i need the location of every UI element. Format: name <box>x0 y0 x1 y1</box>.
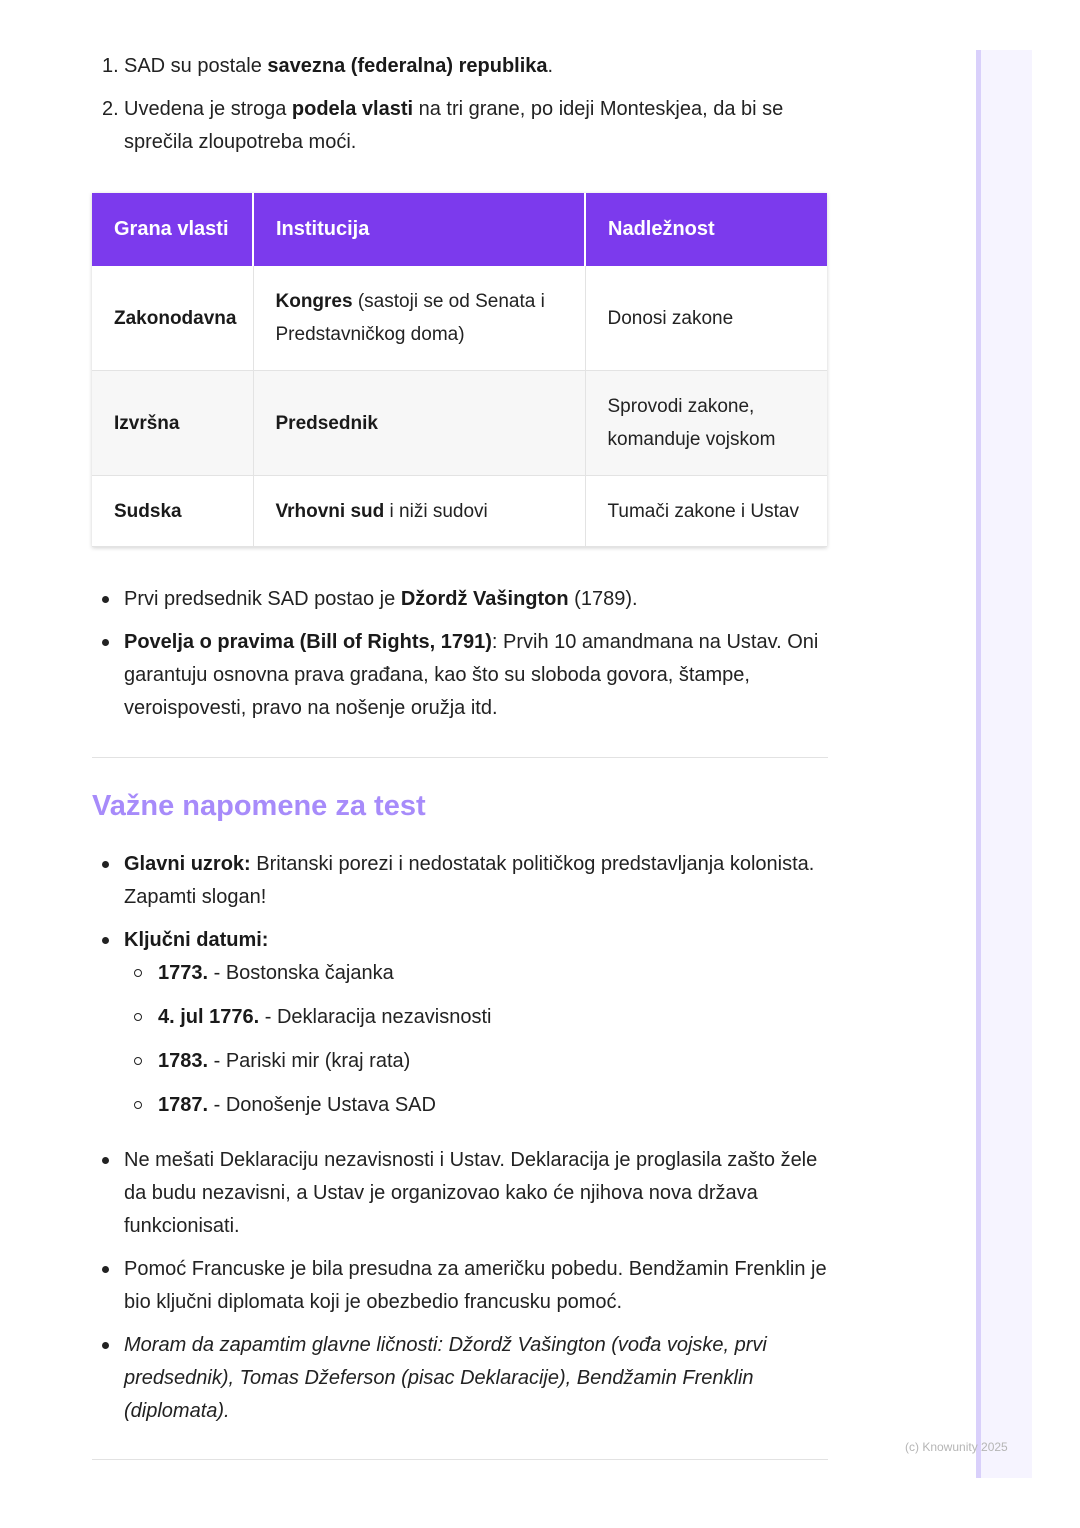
table-row <box>92 476 827 547</box>
circle-bullet-icon <box>134 1013 142 1021</box>
column-header: Nadležnost <box>585 193 827 266</box>
duty-cell: Donosi zakone <box>585 266 827 371</box>
list-number: 2. <box>102 98 119 120</box>
list-item: 1. SAD su postale savezna (federalna) republika. <box>92 50 828 83</box>
duty-cell: Tumači zakone i Ustav <box>585 476 827 547</box>
circle-bullet-icon <box>134 1057 142 1065</box>
branch-cell: Zakonodavna <box>92 266 253 371</box>
list-item: Prvi predsednik SAD postao je Džordž Vašington (1789). <box>92 583 832 616</box>
bold-term: savezna (federalna) republika <box>267 55 548 77</box>
bullet-icon <box>102 861 109 868</box>
date-item: 1787. - Donošenje Ustava SAD <box>92 1089 832 1122</box>
column-header: Institucija <box>253 193 585 266</box>
copyright-footer: (c) Knowunity 2025 <box>905 1440 1008 1454</box>
bold-term: podela vlasti <box>291 98 414 120</box>
bullet-icon <box>102 1157 109 1164</box>
date-item: 4. jul 1776. - Deklaracija nezavisnosti <box>92 1001 832 1034</box>
government-branches-table <box>92 193 827 547</box>
institution-cell: Predsednik <box>253 371 585 476</box>
numbered-list <box>92 50 828 169</box>
list-item: Glavni uzrok: Britanski porezi i nedostatak političkog predstavljanja kolonista. Zapamti slogan! <box>92 848 832 914</box>
branch-cell: Izvršna <box>92 371 253 476</box>
institution-cell: Vrhovni sud i niži sudovi <box>253 476 585 547</box>
column-header: Grana vlasti <box>92 193 253 266</box>
facts-list <box>92 583 832 735</box>
side-accent-bar <box>976 50 981 1478</box>
table-header-row <box>92 193 827 266</box>
date-item: 1783. - Pariski mir (kraj rata) <box>92 1045 832 1078</box>
institution-cell: Kongres (sastoji se od Senata i Predstavničkog doma) <box>253 266 585 371</box>
list-number: 1. <box>102 55 119 77</box>
list-item: Ne mešati Deklaraciju nezavisnosti i Ustav. Deklaracija je proglasila zašto žele da budu nezavisni, a Ustav je organizovao kako će njihova nova država funkcionisati. <box>92 1144 832 1243</box>
list-item: Povelja o pravima (Bill of Rights, 1791): Prvih 10 amandmana na Ustav. Oni garantuju osnovna prava građana, kao što su sloboda govora, štampe, veroispovesti, pravo na nošenje oružja itd. <box>92 626 832 725</box>
bullet-icon <box>102 1342 109 1349</box>
list-item: Moram da zapamtim glavne ličnosti: Džordž Vašington (vođa vojske, prvi predsednik), Tomas Džeferson (pisac Deklaracije), Bendžamin Frenklin (diplomata). <box>92 1329 832 1428</box>
notes-list <box>92 848 832 1438</box>
list-item: Ključni datumi: <box>92 924 832 957</box>
bullet-icon <box>102 639 109 646</box>
bullet-icon <box>102 937 109 944</box>
branch-cell: Sudska <box>92 476 253 547</box>
side-panel <box>976 50 1032 1478</box>
table-row <box>92 371 827 476</box>
table-row <box>92 266 827 371</box>
circle-bullet-icon <box>134 969 142 977</box>
list-item: 2. Uvedena je stroga podela vlasti na tri grane, po ideji Monteskjea, da bi se sprečila zloupotreba moći. <box>92 93 828 159</box>
list-item: Pomoć Francuske je bila presudna za američku pobedu. Bendžamin Frenklin je bio ključni diplomata koji je obezbedio francusku pomoć. <box>92 1253 832 1319</box>
duty-cell: Sprovodi zakone, komanduje vojskom <box>585 371 827 476</box>
bullet-icon <box>102 1266 109 1273</box>
divider <box>92 757 828 758</box>
date-item: 1773. - Bostonska čajanka <box>92 957 832 990</box>
section-heading: Važne napomene za test <box>92 790 426 822</box>
bullet-icon <box>102 596 109 603</box>
circle-bullet-icon <box>134 1101 142 1109</box>
divider <box>92 1459 828 1460</box>
